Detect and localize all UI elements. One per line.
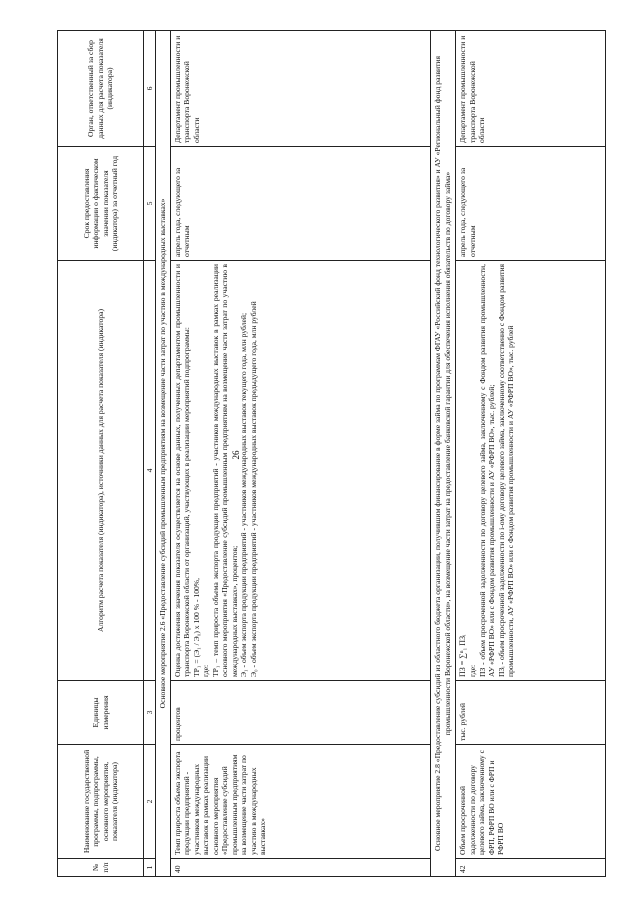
- deadline: апрель года, следующего за отчетным: [170, 147, 430, 261]
- algorithm-line: где:: [201, 664, 211, 677]
- section-row: [430, 31, 456, 877]
- page-number: 26: [231, 450, 241, 460]
- formula: ТР₁ = (Э₁ / Э₀) х 100 % - 100%,: [191, 577, 201, 677]
- indicator-name: Объем просроченной задолженности по договору целевого займа, заключенному с ФРП, РФРП ВО или с ФРП и РФРП ВО: [456, 745, 606, 859]
- col-header-num: № п/п: [58, 859, 144, 877]
- row-number: 40: [170, 859, 430, 877]
- section-row: [156, 31, 170, 877]
- col-header-name: Наименование государственной программы, подпрограммы, основного мероприятия, показателя (индикатора): [58, 745, 144, 859]
- algorithm-cell: [456, 261, 606, 681]
- deadline: апрель года, следующего за отчетным: [456, 147, 606, 261]
- col-header-algorithm: Алгоритм расчета показателя (индикатора), источники данных для расчета показателя (индикатора): [58, 261, 144, 681]
- algorithm-cell: [170, 261, 430, 681]
- formula: ПЗ = ∑ⁿ₁ ПЗᵢ: [458, 634, 468, 677]
- responsible-body: Департамент промышленности и транспорта Воронежской области: [456, 31, 606, 147]
- table-header-row: [58, 31, 144, 877]
- column-number: 6: [144, 31, 156, 147]
- algorithm-line: ПЗᵢ - объем просроченной задолженности по i-ому договору целевого займа, заключенному соответственно с Фондом развития промышленности, АУ «РФРП ВО» или с Фондом развития промышленности и АУ «РФРП ВО», тыс. рублей: [496, 264, 516, 677]
- section-title: Основное мероприятие 2.6 «Предоставление субсидий промышленным предприятиям на возмещение части затрат по участию в международных выставках»: [156, 31, 170, 877]
- indicator-name: Темп прироста объема экспорта продукции предприятий - участников международных выставок в рамках реализации основного мероприятия «Предоставление субсидий промышленным предприятиям на возмещение части затрат по участию в международных выставках»: [170, 745, 430, 859]
- column-numbers-row: [144, 31, 156, 877]
- column-number: 1: [144, 859, 156, 877]
- algorithm-line: ТР₁ – темп прироста объема экспорта продукции предприятий - участников международных выставок в рамках реализации основного мероприятия «Предоставление субсидий промышленным предприятиям на возмещение части затрат по участию в международных выставках», процентов;: [210, 264, 239, 677]
- row-number: 42: [456, 859, 606, 877]
- col-header-unit: Единицы измерения: [58, 681, 144, 745]
- section-title: Основное мероприятие 2.8 «Предоставление субсидий из областного бюджета организации, получившим финансирование в форме займа по программам ФГАУ «Российский фонд технологического развития» и АУ «Региональный фонд развития промышленности Воронежской области», на возмещение части затрат на предоставление банковской гарантии для обеспечения исполнения обязательств по договору займа»: [430, 31, 456, 877]
- responsible-body: Департамент промышленности и транспорта Воронежской области: [170, 31, 430, 147]
- col-header-responsible: Орган, ответственный за сбор данных для расчета показателя (индикатора): [58, 31, 144, 147]
- column-number: 5: [144, 147, 156, 261]
- col-header-deadline: Срок предоставления информации о фактическом значении показателя (индикатора) за отчетный год: [58, 147, 144, 261]
- column-number: 2: [144, 745, 156, 859]
- document-sheet: [57, 31, 636, 877]
- algorithm-line: Э₀ - объем экспорта продукции предприятий - участников международных выставок предыдущего года, млн рублей: [248, 301, 258, 677]
- table-row: [456, 31, 606, 877]
- table-row: [170, 31, 430, 877]
- unit: процентов: [170, 681, 430, 745]
- algorithm-line: ПЗ - объем просроченной задолженности по договору целевого займа, заключенному с Фондом развития промышленности, АУ «РФРП ВО» или с Фондом развития промышленности и АУ «РФРП ВО», тыс. рублей;: [477, 264, 497, 677]
- indicator-table: [57, 30, 606, 877]
- algorithm-line: Оценка достижения значения показателя осуществляется на основе данных, полученных департаментом промышленности и транспорта Воронежской области от организаций, участвующих в реализации мероприятий подпрограммы:: [172, 264, 192, 677]
- unit: тыс. рублей: [456, 681, 606, 745]
- algorithm-line: Э₁ - объем экспорта продукции предприятий - участников международных выставок текущего года, млн рублей;: [239, 312, 249, 677]
- column-number: 4: [144, 261, 156, 681]
- algorithm-line: где:: [468, 664, 478, 677]
- column-number: 3: [144, 681, 156, 745]
